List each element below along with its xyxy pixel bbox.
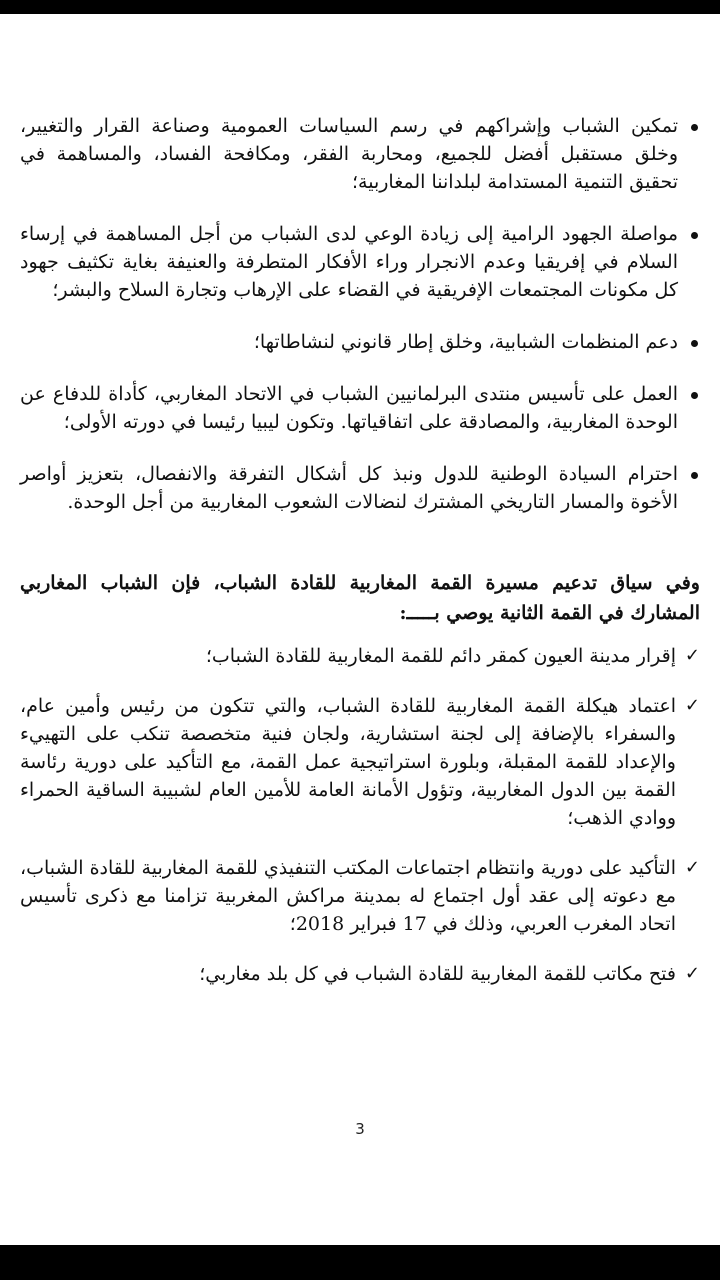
top-status-bar bbox=[0, 0, 720, 14]
list-item bbox=[20, 112, 700, 196]
list-item-text: تمكين الشباب وإشراكهم في رسم السياسات العمومية وصناعة القرار والتغيير، وخلق مستقبل أفضل للجميع، ومحاربة الفقر، ومكافحة الفساد، والمساهمة في تحقيق التنمية المستدامة لبلداننا المغاربية؛ bbox=[20, 115, 678, 193]
list-item bbox=[20, 328, 700, 356]
check-mark-icon: ✓ bbox=[684, 695, 700, 716]
bullet-dot-icon bbox=[691, 472, 698, 479]
checklist bbox=[20, 642, 700, 988]
page-number: 3 bbox=[355, 1120, 365, 1138]
section-heading: وفي سياق تدعيم مسيرة القمة المغاربية للقادة الشباب، فإن الشباب المغاربي المشارك في القمة الثانية يوصي بـــــ: bbox=[20, 572, 700, 624]
check-mark-icon: ✓ bbox=[684, 963, 700, 984]
list-item-text: مواصلة الجهود الرامية إلى زيادة الوعي لدى الشباب من أجل المساهمة في إرساء السلام في إفريقيا وعدم الانجرار وراء الأفكار المتطرفة والعنيفة بغاية تكثيف جهود كل مكونات المجتمعات الإفريقية في القضاء على الإرهاب وتجارة السلاح والبشر؛ bbox=[20, 223, 678, 301]
list-item bbox=[20, 460, 700, 516]
check-mark-icon: ✓ bbox=[684, 645, 700, 666]
bullet-dot-icon bbox=[691, 392, 698, 399]
bullet-dot-icon bbox=[691, 124, 698, 131]
check-item bbox=[20, 854, 700, 938]
list-item bbox=[20, 220, 700, 304]
check-item bbox=[20, 692, 700, 832]
bullet-dot-icon bbox=[691, 232, 698, 239]
bottom-nav-bar bbox=[0, 1245, 720, 1280]
list-item-text: العمل على تأسيس منتدى البرلمانيين الشباب في الاتحاد المغاربي، كأداة للدفاع عن الوحدة المغاربية، والمصادقة على اتفاقياتها. وتكون ليبيا رئيسا في دورته الأولى؛ bbox=[20, 383, 678, 433]
bullet-dot-icon bbox=[691, 340, 698, 347]
list-item bbox=[20, 380, 700, 436]
list-item-text: احترام السيادة الوطنية للدول ونبذ كل أشكال التفرقة والانفصال، بتعزيز أواصر الأخوة والمسار التاريخي المشترك لنضالات الشعوب المغاربية من أجل الوحدة. bbox=[20, 463, 678, 513]
document-page bbox=[20, 112, 700, 1010]
check-mark-icon: ✓ bbox=[684, 857, 700, 878]
check-item-text: فتح مكاتب للقمة المغاربية للقادة الشباب في كل بلد مغاربي؛ bbox=[199, 963, 676, 985]
check-item-text: اعتماد هيكلة القمة المغاربية للقادة الشباب، والتي تتكون من رئيس وأمين عام، والسفراء بالإضافة إلى لجنة استشارية، ولجان فنية متخصصة تنكب على التهييء والإعداد للقمة المقبلة، وبلورة استراتيجية عمل القمة، مع التأكيد على دورية رئاسة القمة بين الدول المغاربية، وتؤول الأمانة العامة للأمين العام لشبيبة الساقية الحمراء ووادي الذهب؛ bbox=[20, 695, 676, 829]
check-item-text: التأكيد على دورية وانتظام اجتماعات المكتب التنفيذي للقمة المغاربية للقادة الشباب، مع دعوته إلى عقد أول اجتماع له بمدينة مراكش المغربية تزامنا مع ذكرى تأسيس اتحاد المغرب العربي، وذلك في 17 فبراير 2018؛ bbox=[19, 857, 676, 935]
bullet-list bbox=[20, 112, 700, 516]
list-item-text: دعم المنظمات الشبابية، وخلق إطار قانوني لنشاطاتها؛ bbox=[253, 331, 678, 353]
check-item-text: إقرار مدينة العيون كمقر دائم للقمة المغاربية للقادة الشباب؛ bbox=[205, 645, 676, 667]
check-item bbox=[20, 960, 700, 988]
check-item bbox=[20, 642, 700, 670]
